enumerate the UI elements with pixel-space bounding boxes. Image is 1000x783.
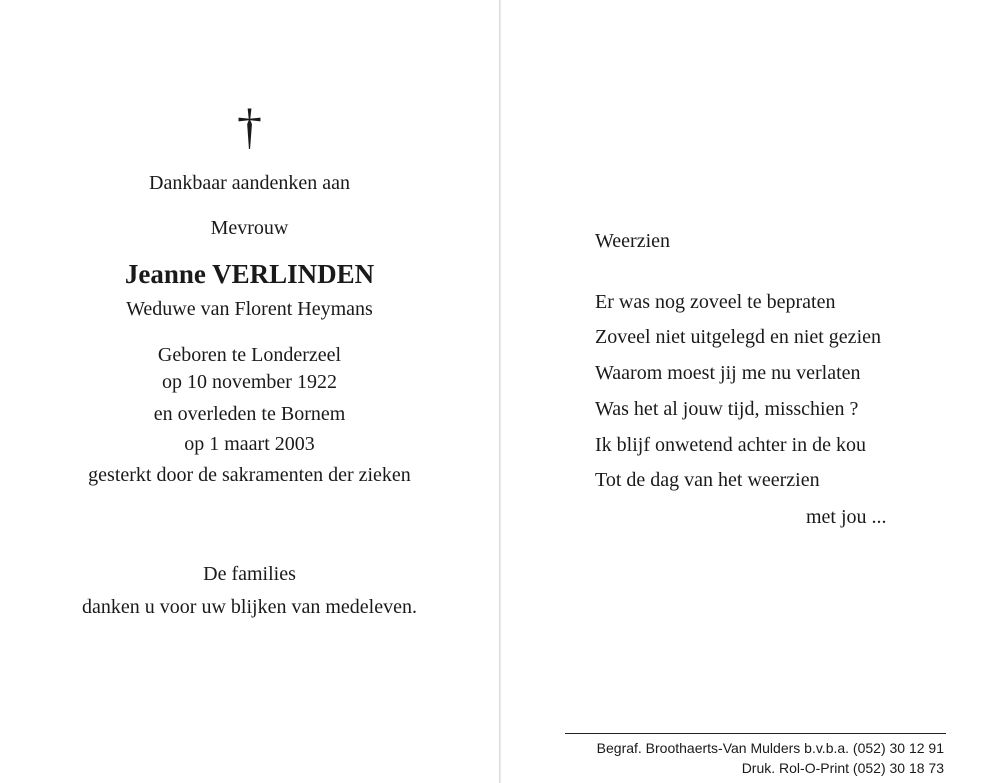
poem-closing-line: met jou ... (806, 506, 887, 528)
left-panel (0, 0, 499, 783)
spouse-line: Weduwe van Florent Heymans (126, 298, 373, 320)
funeral-director-line: Begraf. Broothaerts-Van Mulders b.v.b.a. (052) 30 12 91 (596, 740, 944, 756)
birth-place: Geboren te Londerzeel (157, 344, 342, 366)
families-line: De families (203, 563, 296, 585)
printer-line: Druk. Rol-O-Print (052) 30 18 73 (741, 760, 944, 776)
poem-line: Ik blijf onwetend achter in de kou (595, 434, 867, 456)
birth-date: op 10 november 1922 (162, 371, 337, 393)
honorific: Mevrouw (210, 217, 289, 239)
death-date: op 1 maart 2003 (184, 433, 315, 455)
intro-text: Dankbaar aandenken aan (149, 172, 350, 194)
right-panel (501, 0, 1000, 783)
thanks-line: danken u voor uw blijken van medeleven. (82, 596, 417, 618)
footer-divider (565, 733, 946, 734)
poem-line: Zoveel niet uitgelegd en niet gezien (595, 326, 881, 348)
poem-line: Tot de dag van het weerzien (595, 469, 820, 491)
poem-line: Was het al jouw tijd, misschien ? (595, 398, 859, 420)
poem-line: Er was nog zoveel te bepraten (595, 291, 836, 313)
deceased-name: Jeanne VERLINDEN (124, 259, 375, 289)
sacraments-line: gesterkt door de sakramenten der zieken (88, 464, 411, 486)
poem-title: Weerzien (595, 230, 670, 252)
cross-icon: † (237, 98, 262, 154)
printer-credits (597, 738, 944, 778)
poem-line: Waarom moest jij me nu verlaten (595, 362, 861, 384)
death-place: en overleden te Bornem (153, 403, 346, 425)
